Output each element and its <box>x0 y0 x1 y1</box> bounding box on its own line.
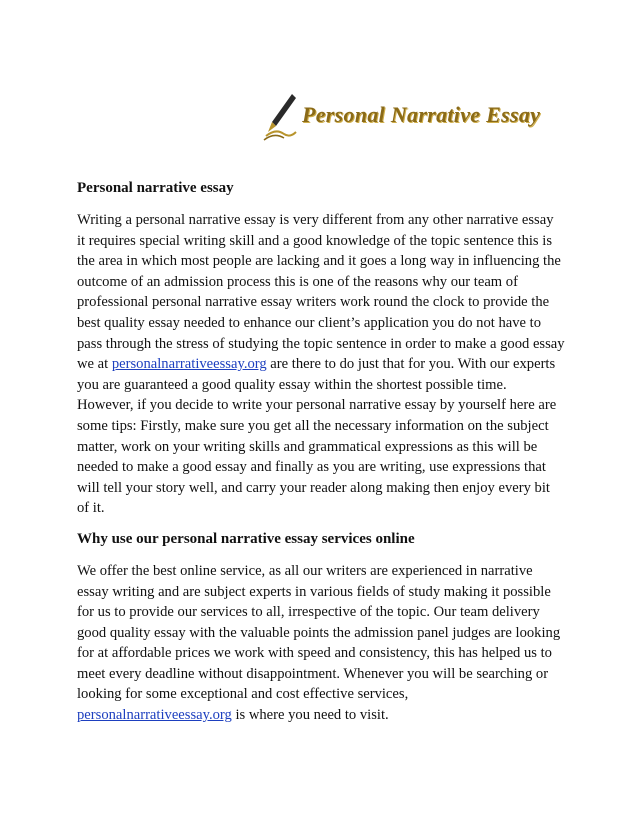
intro-text-before: Writing a personal narrative essay is very different from any other narrative essay it requires special writing skill and a good knowledge of the topic sentence this is the area in which most people are lacking and it goes a long way in influencing the outcome of an admission process this is one of the reasons why our team of professional personal narrative essay writers work round the clock to provide the best quality essay needed to enhance our client’s application you do not have to pass through the stress of studying the topic sentence in order to make a good essay we at <box>77 212 565 373</box>
section-heading-why: Why use our personal narrative essay services online <box>77 530 415 547</box>
document-body <box>77 178 565 736</box>
logo-text: Personal Narrative Essay <box>302 102 541 127</box>
pen-nib-icon <box>262 92 302 142</box>
why-text-after: is where you need to visit. <box>231 707 389 724</box>
intro-paragraph <box>77 210 565 519</box>
why-paragraph <box>77 561 565 726</box>
site-logo <box>262 92 541 142</box>
intro-text-after: are there to do just that for you. With our experts you are guaranteed a good quality essay within the shortest possible time. However, if you decide to write your personal narrative essay by yourself here are some tips: Firstly, make sure you get all the necessary information on the subject matter, work on your writing skills and grammatical expressions as this will be needed to make a good essay and finally as you are writing, use expressions that will tell your story well, and carry your reader along making then enjoy every bit of it. <box>77 356 557 517</box>
site-link[interactable]: personalnarrativeessay.org <box>111 356 267 373</box>
site-link[interactable]: personalnarrativeessay.org <box>77 707 232 724</box>
section-heading-intro: Personal narrative essay <box>77 180 234 196</box>
why-text-before: We offer the best online service, as all our writers are experienced in narrative essay writing and are subject experts in various fields of study making it possible for us to provide our services to all, irrespective of the topic. Our team delivery good quality essay with the valuable points the admission panel judges are looking for at affordable prices we work with speed and consistency, this has helped us to meet every deadline without disappointment. Whenever you will be searching or looking for some exceptional and cost effective services, <box>77 562 561 703</box>
